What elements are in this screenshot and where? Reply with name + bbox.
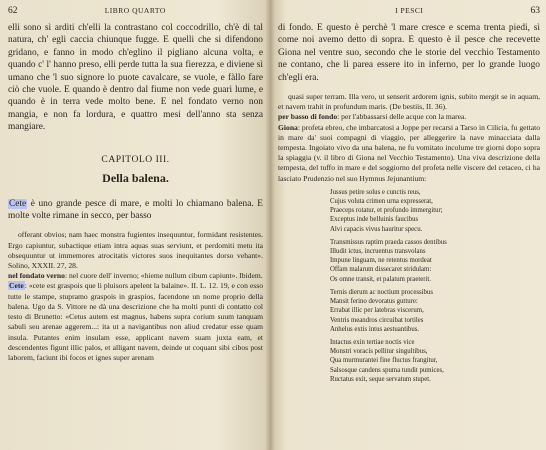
footnote-continuation: offerant obvios; nam haec monstra fugientes insequuntur, formidant resistentes. Ergo capiuntur, subactique etiam intra aquas suas serviunt, et perdomiti metu ita obsequuntur ut immemores atrocitatis victores suos inequitantes dorso vehant». Solino, XXXII. 27, 28.: [8, 230, 263, 271]
highlighted-term-cete[interactable]: Cete: [9, 198, 27, 209]
hymn-line: Monstri voracis pellitur singultibus,: [330, 348, 428, 356]
left-running-head: LIBRO QUARTO: [104, 6, 166, 15]
hymn-quotation: [278, 188, 540, 384]
left-page: [0, 0, 270, 450]
hymn-stanza: [330, 188, 540, 234]
hymn-line: Anhelus extis intus aestuantibus.: [330, 325, 420, 333]
right-main-text: [278, 22, 540, 84]
hymn-line: Jussus petire solus e cunctis reus,: [330, 188, 421, 196]
hymn-line: Mansit ferino devoratus gutture:: [330, 298, 418, 306]
right-page-header: [278, 6, 540, 16]
hymn-line: Illudit ictus, incruentus transvolans: [330, 248, 426, 256]
hymn-line: Offam malarum dissecaret stridulam:: [330, 266, 432, 274]
highlighted-footnote-term-cete[interactable]: Cete: [9, 281, 24, 291]
hymn-line: Impune linguam, ne retentus mordeat: [330, 257, 432, 265]
hymn-line: Exceptus inde belluinis faucibus: [330, 216, 419, 224]
right-footnotes: [278, 92, 540, 184]
left-top-paragraph: elli sono sì arditi ch'elli la contrastano col coccodrillo, ch'è di tal natura, ch' egli caccia chiunque fugge. E quelli che si difendono gridano, e fanno in modo ch'eglino il pigliano alcuna volta, e quando c' l' hanno preso, elli perde tutta la sua fierezza, e diviene sì umano che 'l suo signore lo puote cavalcare, se vuole, e fàllo fare ciò che vuole. E quando è dentro dal fiume non vede guari lume, e quando è in terra vede molto bene. E nel fondato verno non mangia, e non fa lordura, e quattro mesi dell'anno sta senza mangiare.: [8, 23, 263, 133]
hymn-stanza: [330, 288, 540, 334]
footnote-term: Giona: [278, 122, 298, 132]
hymn-line: Transmissus raptim praeda cassos dentibus: [330, 238, 447, 246]
right-top-paragraph: di fondo. E questo è perchè 'l mare cresce e scema trenta piedi, sì come noi avemo detto di sopra. E questo è il pesce che recevette Giona nel ventre suo, secondo che le storie del vecchio Testamento ne contano, che li parea essere ito in inferno, per lo grande luogo ch'egli era.: [278, 23, 540, 83]
footnote-cete: Cete: «cete est graspois que li pluisors apelent la balaine». II. L. 12. 19, e con esso tutte le stampe, stupramo graspois in graspios, facendone un nome proprio della balena. Ugo da S. Vittore ne dà una descrizione che ha molti punti di contatto col testo di Brunetto: «Cetus autem est magnus, habens supra corium suum tanquam sabuli seu arenae aggerem...: ita ut a navigantibus non aliud credatur esse quam insula. Putantes enim insulam esse, applicant navem suam juxta eam, et descendentes figunt illic palos, et alligant navem, deinde ut coquant sibi cibos post laborem, faciunt ibi focos et ignes super arenam: [8, 281, 263, 362]
left-main-text: [8, 22, 263, 134]
footnote-term: per basso di fondo: [278, 112, 338, 122]
hymn-line: Ructatus exit, seque servatum stupet.: [330, 375, 431, 383]
footnote-giona: Giona: profeta ebreo, che imbarcatosi a Joppe per recarsi a Tarso in Cilicia, fu gettato in mare da' suoi compagni di viaggio, per alleggerire la nave minacciata dalla tempesta. Ingoiato vivo da una balena, ne fu vomitato incolume tre giorni dopo sopra la spiaggia (v. il libro di Giona nel Vecchio Testamento). Una viva descrizione della tempesta, del tuffo in mare e del soggiorno del profeta nelle viscere del cetaceo, ci ha lasciato Prudenzio nel suo Hymnus Jejunantium:: [278, 122, 540, 183]
hymn-line: Ventris meandros circuibat tortiles: [330, 316, 424, 324]
left-footnotes: [8, 230, 263, 363]
book-gutter: [265, 0, 275, 450]
hymn-line: Praeceps rotatur, et profundo immergitur;: [330, 207, 443, 215]
hymn-line: Errabat illic per latebras viscerum,: [330, 307, 424, 315]
footnote-fondato-verno: nel fondato verno: nel cuore dell' inverno; «hieme nullum cibum capiunt». Ibidem.: [8, 271, 263, 281]
hymn-line: Cujus voluta crimen urna expresserat,: [330, 198, 433, 206]
right-page-number: 63: [530, 6, 540, 16]
chapter-heading: Della balena.: [102, 170, 169, 185]
footnote-basso-di-fondo: per basso di fondo: per l'abbassarsi delle acque con la marea.: [278, 112, 467, 122]
hymn-line: Salsosque candens spuma tundit pumices,: [330, 366, 444, 374]
chapter-intro-text: è uno grande pesce di mare, e molti lo chiamano balena. E molte volte rimane in secco, per basso: [8, 198, 263, 222]
left-page-number: 62: [8, 6, 18, 16]
footnote-term: nel fondato verno: [8, 271, 65, 281]
hymn-line: Os omne transit, et palatum praeterit.: [330, 275, 431, 283]
footnote-latin-continuation: quasi super terram. Illa vero, ut senserit ardorem ignis, subito mergit se in aquam, et navem trahit in profundum maris. (De bestiis, II. 36).: [278, 92, 540, 112]
hymn-line: Intactus exin tertiae noctis vice: [330, 338, 415, 346]
chapter-number: CAPITOLO III.: [101, 153, 170, 165]
hymn-stanza: [330, 238, 540, 284]
chapter-intro: [8, 198, 263, 223]
hymn-stanza: [330, 338, 540, 384]
left-page-header: [8, 6, 263, 16]
right-page: [270, 0, 546, 450]
hymn-line: Qua murmurantei fine fluctus frangitur,: [330, 357, 438, 365]
hymn-line: Alvi capacis vivus hauritur specu.: [330, 225, 423, 233]
right-running-head: I PESCI: [395, 6, 424, 15]
hymn-line: Ternis dierum ac noctium processibus: [330, 288, 433, 296]
